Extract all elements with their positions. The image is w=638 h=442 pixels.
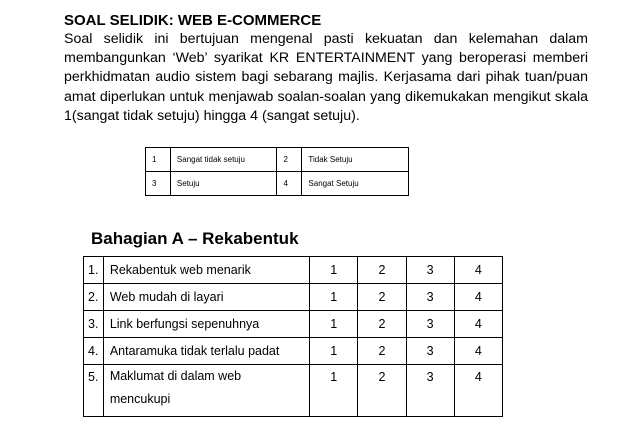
rating-option-4[interactable]: 4 (454, 311, 502, 338)
question-row (84, 365, 503, 417)
scale-number: 4 (277, 172, 302, 196)
question-row (84, 311, 503, 338)
rating-option-3[interactable]: 3 (406, 311, 454, 338)
question-row (84, 284, 503, 311)
rating-option-2[interactable]: 2 (358, 257, 406, 284)
rating-option-2[interactable]: 2 (358, 311, 406, 338)
rating-option-1[interactable]: 1 (310, 338, 358, 365)
scale-number: 2 (277, 148, 302, 172)
scale-legend-table (145, 147, 409, 196)
rating-option-4[interactable]: 4 (454, 257, 502, 284)
rating-option-1[interactable]: 1 (310, 257, 358, 284)
intro-paragraph: Soal selidik ini bertujuan mengenal pasti kekuatan dan kelemahan dalam membangunkan ‘Web’ syarikat KR ENTERTAINMENT yang beroperasi memberi perkhidmatan audio sistem bagi sebarang majlis. Kerjasama dari pihak tuan/puan amat diperlukan untuk menjawab soalan-soalan yang dikemukakan mengikut skala 1(sangat tidak setuju) hingga 4 (sangat setuju). (64, 31, 588, 124)
question-text: Rekabentuk web menarik (103, 257, 309, 284)
scale-row (146, 172, 409, 196)
question-number: 2. (84, 284, 104, 311)
question-number: 4. (84, 338, 104, 365)
question-text: Web mudah di layari (103, 284, 309, 311)
rating-option-1[interactable]: 1 (310, 311, 358, 338)
scale-label: Sangat Setuju (302, 172, 409, 196)
question-text: Antaramuka tidak terlalu padat (103, 338, 309, 365)
rating-option-1[interactable]: 1 (310, 284, 358, 311)
rating-option-3[interactable]: 3 (406, 365, 454, 417)
rating-option-4[interactable]: 4 (454, 284, 502, 311)
question-number: 3. (84, 311, 104, 338)
rating-option-3[interactable]: 3 (406, 338, 454, 365)
question-text: Link berfungsi sepenuhnya (103, 311, 309, 338)
scale-label: Sangat tidak setuju (170, 148, 277, 172)
rating-option-1[interactable]: 1 (310, 365, 358, 417)
rating-option-2[interactable]: 2 (358, 284, 406, 311)
rating-option-3[interactable]: 3 (406, 284, 454, 311)
question-text-line: mencukupi (109, 392, 171, 406)
rating-option-4[interactable]: 4 (454, 338, 502, 365)
question-row (84, 257, 503, 284)
questions-table (83, 256, 503, 417)
scale-number: 3 (146, 172, 171, 196)
question-number: 1. (84, 257, 104, 284)
question-row (84, 338, 503, 365)
question-text-line: Maklumat di dalam web (109, 369, 242, 383)
rating-option-4[interactable]: 4 (454, 365, 502, 417)
question-number: 5. (84, 365, 104, 417)
scale-row (146, 148, 409, 172)
document-title: SOAL SELIDIK: WEB E-COMMERCE (64, 12, 322, 29)
rating-option-2[interactable]: 2 (358, 365, 406, 417)
scale-label: Tidak Setuju (302, 148, 409, 172)
question-text (103, 365, 309, 417)
rating-option-3[interactable]: 3 (406, 257, 454, 284)
rating-option-2[interactable]: 2 (358, 338, 406, 365)
scale-label: Setuju (170, 172, 277, 196)
section-heading: Bahagian A – Rekabentuk (91, 229, 299, 248)
scale-number: 1 (146, 148, 171, 172)
